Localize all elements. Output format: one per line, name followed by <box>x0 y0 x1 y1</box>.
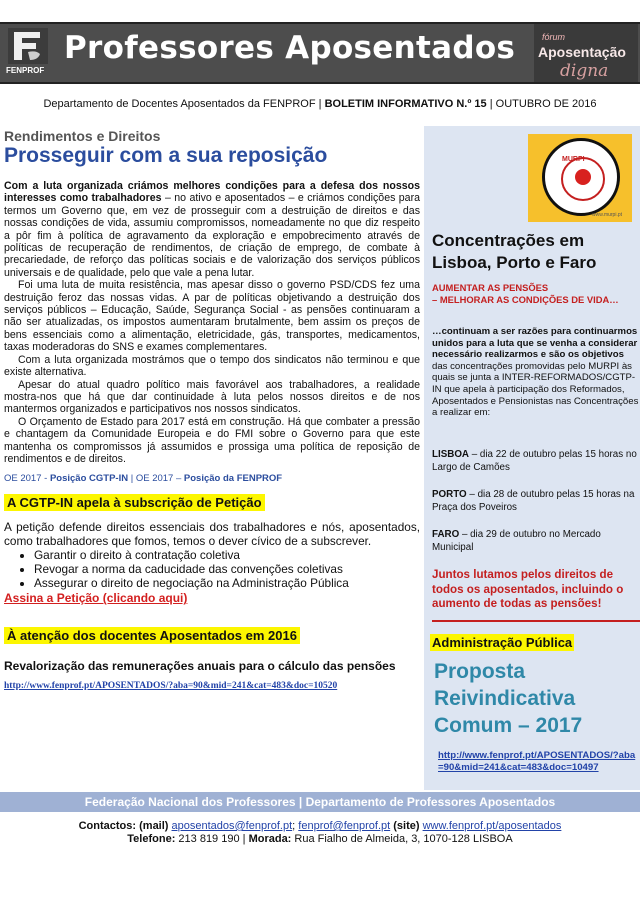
oe-prefix: OE 2017 - <box>4 473 50 485</box>
event-city: PORTO <box>432 489 467 500</box>
contacts-line-1 <box>0 820 640 833</box>
list-item: • Assegurar o direito de negociação na Administração Pública <box>34 576 420 590</box>
bulletin-info-line <box>0 98 640 110</box>
murpi-website: www.murpi.pt <box>592 212 623 218</box>
contacts-block <box>0 820 640 846</box>
sign-petition-link[interactable]: Assina a Petição (clicando aqui) <box>4 591 188 606</box>
call-to-action: Juntos lutamos pelos direitos de todos os aposentados, incluindo o aumento de todas as pensões! <box>432 568 624 610</box>
phone-number: 213 819 190 | <box>175 833 249 845</box>
retirees-subtitle: Revalorização das remunerações anuais para o cálculo das pensões <box>4 659 396 674</box>
murpi-logo-icon <box>528 134 632 222</box>
proposta-title: Proposta Reivindicativa Comum – 2017 <box>434 660 583 737</box>
event-city: FARO <box>432 529 460 540</box>
email-fenprof-link[interactable]: fenprof@fenprof.pt <box>298 820 391 832</box>
badge-line-2: Aposentação <box>538 44 626 60</box>
oe-fenprof-label: Posição da FENPROF <box>183 473 283 485</box>
event-details: – dia 22 de outubro pelas 15 horas no Largo de Camões <box>432 449 637 473</box>
body-lead: …continuam a ser razões para continuarmos unidos para a luta que se venha a considerar necessário realizarmos e são os objetivos <box>432 326 638 361</box>
phone-label: Telefone: <box>127 833 176 845</box>
footer-bar: Federação Nacional dos Professores | Departamento de Professores Aposentados <box>0 792 640 812</box>
article-paragraph-4: Apesar do atual quadro político mais favorável aos trabalhadores, a realidade mostra-nos que há que dar continuidade à luta pelos nossos direitos e de nos mantermos organizados e participativos nos nossos sindicatos. <box>4 378 420 416</box>
site-label: (site) <box>390 820 423 832</box>
separator: | <box>315 98 325 110</box>
separator: | <box>486 98 496 110</box>
concentrations-title: Concentrações em Lisboa, Porto e Faro <box>432 231 597 272</box>
dept-name: Departamento de Docentes Aposentados da FENPROF <box>43 98 316 110</box>
article-headline: Prosseguir com a sua reposição <box>4 144 328 167</box>
address: Rua Fialho de Almeida, 3, 1070-128 LISBOA <box>291 833 513 845</box>
oe-fenprof-link[interactable] <box>136 473 282 484</box>
badge-line-3: digna <box>560 61 609 81</box>
admin-heading: Administração Pública <box>432 635 573 650</box>
fenprof-logo-label: FENPROF <box>6 66 45 75</box>
paragraph-lead: Com a luta organizada criámos melhores condições para a defesa dos nossos interesses como trabalhadores <box>4 180 420 205</box>
mail-label: (mail) <box>136 820 172 832</box>
article-paragraph-1 <box>4 180 420 279</box>
address-label: Morada: <box>248 833 292 845</box>
divider <box>432 620 640 622</box>
event-lisboa <box>432 448 638 474</box>
murpi-ring <box>542 138 623 218</box>
carnation-icon <box>575 169 591 185</box>
murpi-center <box>561 157 605 201</box>
bulletin-number: BOLETIM INFORMATIVO N.º 15 <box>324 98 487 110</box>
petition-text: A petição defende direitos essenciais dos trabalhadores e nós, aposentados, como trabalhadores que fomos, temos o dever cívico de a subscrever. <box>4 520 420 549</box>
concentrations-slogan <box>432 282 638 306</box>
article-paragraph-3: Com a luta organizada mostrámos que o tempo dos sindicatos não terminou e que existe alternativa. <box>4 353 420 379</box>
article-kicker: Rendimentos e Direitos <box>4 128 161 144</box>
petition-list <box>4 548 420 590</box>
event-details: – dia 28 de outubro pelas 15 horas na Praça dos Poveiros <box>432 489 635 513</box>
oe-cgtp-link[interactable] <box>4 473 128 484</box>
article-paragraph-2: Foi uma luta de muita resistência, mas apesar disso o governo PSD/CDS fez uma destruição feroz das nossas vidas. A par de políticas objetivando a destruição dos serviços públicos – Educação, Saúde, Segurança Social - as pensões continuaram a não ser atualizadas, os impostos aumentaram brutalmente, bem assim os preços de bens essenciais como a alimentação, eletricidade, gás, transportes, medicamentos, taxas moderadoras do SNS e exames complementares. <box>4 279 420 354</box>
oe-cgtp-label: Posição CGTP-IN <box>49 473 129 485</box>
event-faro <box>432 528 638 554</box>
fenprof-logo-icon <box>4 26 52 80</box>
contacts-line-2 <box>0 833 640 846</box>
paragraph-text: – no ativo e aposentados – e criámos condições para termos um Governo que, em vez de prosseguir com a destruição de direitos e das nossas condições de vida, assumiu compromissos, nomeadamente no que diz respeito a pôr fim à política de agravamento da exploração e empobrecimento através de políticas de recuperação de rendimentos, de criação de emprego, de combate à precariedade, de reforço das políticas sociais e de valorização dos serviços públicos universais e de qualidade, pelo que vale a pena lutar. <box>4 192 420 279</box>
oe-links <box>4 473 420 484</box>
forum-badge <box>534 24 638 82</box>
bulletin-date: OUTUBRO DE 2016 <box>495 98 597 110</box>
event-details: – dia 29 de outubro no Mercado Municipal <box>432 529 601 553</box>
header-banner <box>0 22 640 84</box>
main-column <box>4 126 420 691</box>
petition-heading: A CGTP-IN apela à subscrição de Petição <box>4 494 265 511</box>
retirees-heading: À atenção dos docentes Aposentados em 2016 <box>4 627 300 644</box>
list-item: • Revogar a norma da caducidade das convenções coletivas <box>34 562 420 576</box>
badge-line-1: fórum <box>542 32 566 42</box>
oe-prefix: OE 2017 – <box>135 473 184 485</box>
retirees-link[interactable]: http://www.fenprof.pt/APOSENTADOS/?aba=90&mid=241&cat=483&doc=10520 <box>4 681 338 692</box>
proposta-link[interactable]: http://www.fenprof.pt/APOSENTADOS/?aba=90&mid=241&cat=483&doc=10497 <box>438 750 636 773</box>
event-city: LISBOA <box>432 449 470 460</box>
list-item: • Garantir o direito à contratação coletiva <box>34 548 420 562</box>
slogan-line-2: – MELHORAR AS CONDIÇÕES DE VIDA… <box>432 294 619 305</box>
sidebar <box>424 126 640 790</box>
email-aposentados-link[interactable]: aposentados@fenprof.pt <box>171 820 293 832</box>
slogan-line-1: AUMENTAR AS PENSÕES <box>432 282 549 293</box>
banner-title: Professores Aposentados <box>64 30 516 66</box>
body-text: das concentrações promovidas pelo MURPI às quais se junta a INTER-REFORMADOS/CGTP-IN que apela à participação dos Reformados, Aposentados e Pensionistas nas Concentrações a realizar em: <box>432 360 639 419</box>
separator: ; <box>292 820 299 832</box>
murpi-tag: MURPI <box>562 156 585 163</box>
event-porto <box>432 488 638 514</box>
concentrations-body <box>432 326 640 419</box>
contacts-label: Contactos: <box>78 820 137 832</box>
separator: | <box>128 473 136 485</box>
article-paragraph-5: O Orçamento de Estado para 2017 está em construção. Há que combater a pressão e chantagem da Comunidade Europeia e do FMI sobre o Governo para que este mantenha os compromissos já assumidos e prossiga uma política de reposição de rendimentos e de direitos. <box>4 415 420 465</box>
website-link[interactable]: www.fenprof.pt/aposentados <box>422 820 562 832</box>
